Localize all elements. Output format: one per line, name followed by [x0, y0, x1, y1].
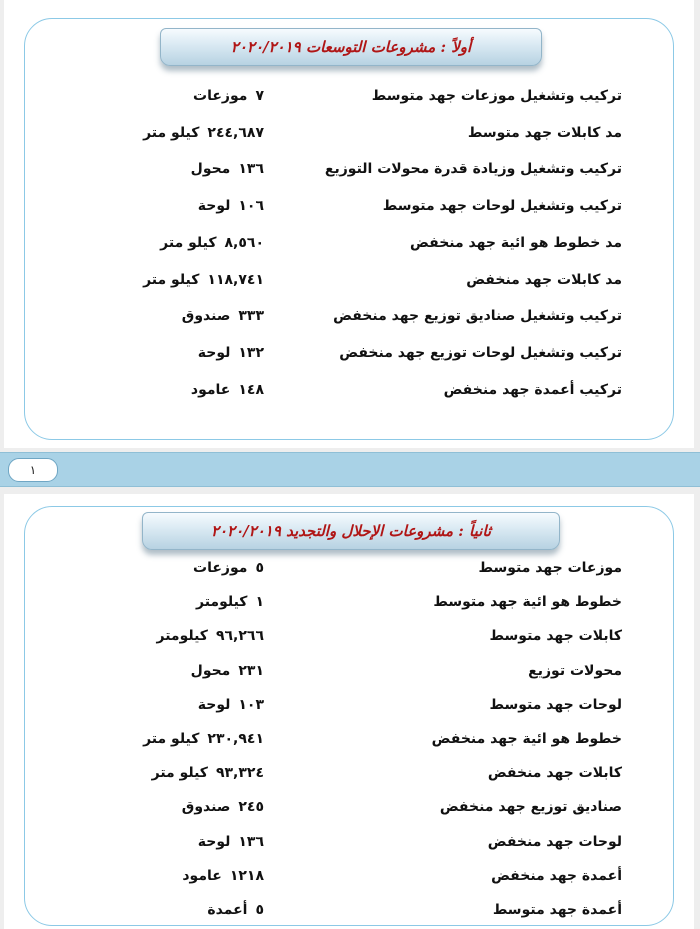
item-value: ٢٤٤,٦٨٧ — [207, 124, 264, 141]
item-quantity — [196, 594, 264, 610]
item-label: أعمدة جهد متوسط — [492, 902, 622, 918]
item-quantity — [157, 628, 265, 644]
item-unit: كيلو متر — [151, 765, 208, 782]
item-value: ١٠٦ — [238, 198, 264, 215]
page-number: ١ — [8, 458, 58, 482]
item-unit: لوحة — [197, 833, 231, 850]
item-quantity — [198, 834, 264, 850]
table-row — [0, 560, 700, 584]
table-row — [0, 799, 700, 823]
item-label: تركيب أعمدة جهد منخفض — [443, 381, 622, 398]
item-label: تركيب وتشغيل صناديق توزيع جهد منخفض — [333, 308, 622, 325]
item-value: ٨,٥٦٠ — [224, 234, 264, 251]
item-label: موزعات جهد متوسط — [478, 560, 622, 576]
table-row — [0, 765, 700, 789]
item-unit: لوحة — [197, 198, 231, 215]
item-value: ١٢١٨ — [229, 867, 264, 884]
item-value: ٩٦,٢٦٦ — [215, 628, 264, 645]
item-label: مد خطوط هو ائية جهد منخفض — [410, 234, 622, 251]
item-quantity — [160, 235, 264, 251]
table-row — [0, 161, 700, 185]
table-row — [0, 235, 700, 259]
item-unit: كيلومتر — [156, 628, 208, 645]
item-value: ٢٣١ — [238, 662, 264, 679]
item-value: ١٣٢ — [238, 344, 264, 361]
table-row — [0, 382, 700, 406]
section1-title: أولاً : مشروعات التوسعات ٢٠٢٠/٢٠١٩ — [160, 28, 542, 66]
item-value: ٩٣,٣٢٤ — [215, 765, 264, 782]
table-row — [0, 834, 700, 858]
item-label: كابلات جهد متوسط — [489, 628, 622, 645]
item-unit: عامود — [182, 867, 222, 884]
table-row — [0, 345, 700, 369]
item-value: ٢٤٥ — [238, 799, 264, 816]
item-quantity — [182, 868, 264, 884]
table-row — [0, 308, 700, 332]
item-unit: أعمدة — [207, 902, 248, 918]
item-quantity — [198, 345, 264, 361]
item-unit: محول — [190, 662, 231, 679]
item-value: ٣٣٣ — [238, 308, 264, 325]
item-unit: موزعات — [193, 88, 248, 104]
table-row — [0, 125, 700, 149]
item-quantity — [182, 308, 264, 324]
table-row — [0, 697, 700, 721]
item-value: ١٣٦ — [238, 161, 264, 178]
table-row — [0, 902, 700, 926]
item-quantity — [191, 663, 264, 679]
item-quantity — [143, 731, 264, 747]
item-unit: محول — [190, 161, 231, 178]
table-row — [0, 88, 700, 112]
item-quantity — [191, 382, 264, 398]
item-label: تركيب وتشغيل لوحات جهد متوسط — [382, 198, 622, 215]
item-unit: كيلو متر — [143, 731, 200, 747]
item-value: ٥ — [255, 902, 264, 918]
item-quantity — [207, 902, 264, 918]
table-row — [0, 868, 700, 892]
item-label: تركيب وتشغيل وزيادة قدرة محولات التوزيع — [324, 161, 622, 178]
item-value: ١٤٨ — [238, 381, 264, 398]
item-value: ١٠٣ — [238, 696, 264, 713]
item-label: مد كابلات جهد منخفض — [466, 271, 622, 288]
table-row — [0, 663, 700, 687]
item-label: كابلات جهد منخفض — [487, 765, 622, 782]
section2-title: ثانياً : مشروعات الإحلال والتجديد ٢٠٢٠/٢٠١٩ — [142, 512, 560, 550]
item-unit: كيلو متر — [160, 234, 217, 251]
item-label: مد كابلات جهد متوسط — [467, 124, 622, 141]
item-unit: موزعات — [193, 560, 248, 576]
item-quantity — [191, 161, 264, 177]
item-label: أعمدة جهد منخفض — [491, 867, 622, 884]
item-value: ٢٣٠,٩٤١ — [207, 731, 264, 747]
item-value: ٧ — [255, 88, 264, 104]
item-quantity — [198, 198, 264, 214]
item-unit: لوحة — [197, 344, 231, 361]
table-row — [0, 272, 700, 296]
table-row — [0, 198, 700, 222]
item-value: ٥ — [255, 560, 264, 576]
item-value: ١١٨,٧٤١ — [207, 271, 264, 288]
item-quantity — [143, 125, 264, 141]
item-value: ١ — [255, 594, 264, 611]
item-label: تركيب وتشغيل لوحات توزيع جهد منخفض — [339, 344, 622, 361]
item-unit: كيلومتر — [196, 594, 248, 611]
item-label: صناديق توزيع جهد منخفض — [439, 799, 622, 816]
item-unit: صندوق — [181, 799, 231, 816]
item-label: تركيب وتشغيل موزعات جهد متوسط — [371, 88, 622, 104]
item-quantity — [198, 697, 264, 713]
table-row — [0, 731, 700, 755]
item-label: محولات توزيع — [528, 662, 622, 679]
page-separator — [0, 452, 700, 487]
table-row — [0, 628, 700, 652]
item-unit: كيلو متر — [143, 124, 200, 141]
item-unit: عامود — [190, 381, 231, 398]
item-quantity — [143, 272, 264, 288]
item-quantity — [182, 799, 264, 815]
item-unit: صندوق — [181, 308, 231, 325]
table-row — [0, 594, 700, 618]
item-quantity — [193, 88, 264, 104]
item-quantity — [193, 560, 264, 576]
item-label: لوحات جهد منخفض — [487, 833, 622, 850]
item-label: خطوط هو ائية جهد متوسط — [433, 594, 622, 611]
item-value: ١٣٦ — [238, 833, 264, 850]
item-label: لوحات جهد متوسط — [489, 696, 622, 713]
item-unit: لوحة — [197, 696, 231, 713]
item-unit: كيلو متر — [143, 271, 200, 288]
item-quantity — [152, 765, 264, 781]
section1-frame — [24, 18, 674, 440]
item-label: خطوط هو ائية جهد منخفض — [431, 731, 622, 747]
